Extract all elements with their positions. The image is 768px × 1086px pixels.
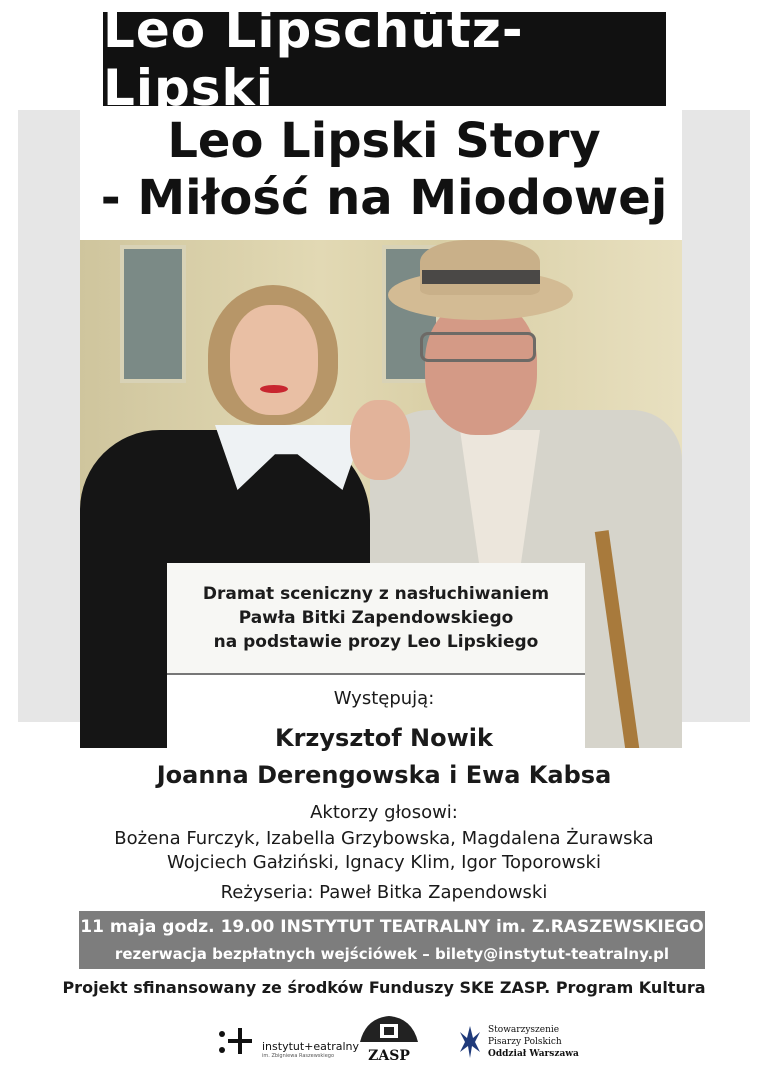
spp-star-icon (458, 1024, 482, 1060)
event-info-band (79, 911, 705, 969)
logo-zasp (356, 1012, 422, 1072)
play-title-line1: Leo Lipski Story (167, 113, 601, 169)
description-line1: Dramat sceniczny z nasłuchiwaniem (202, 584, 550, 604)
voice-actors-line2: Wojciech Gałziński, Ignacy Klim, Igor Toporowski (167, 852, 601, 873)
hat-band (422, 270, 540, 284)
lead-actor: Krzysztof Nowik (275, 724, 493, 752)
instytut-logo-subtext: im. Zbigniewa Raszewskiego (262, 1052, 334, 1059)
play-title-line2: - Miłość na Miodowej (100, 170, 668, 226)
instytut-plus-icon (216, 1022, 256, 1062)
woman-lips (260, 385, 288, 393)
description-line3: na podstawie prozy Leo Lipskiego (213, 632, 539, 652)
cast-heading: Występują: (333, 688, 435, 709)
spp-line3: Oddział Warszawa (488, 1049, 579, 1059)
reservation-info: rezerwacja bezpłatnych wejściówek – bilety@instytut-teatralny.pl (114, 945, 670, 963)
woman-hand (350, 400, 410, 480)
description-line2: Pawła Bitki Zapendowskiego (238, 608, 514, 628)
woman-face (230, 305, 318, 415)
spp-line2: Pisarzy Polskich (488, 1037, 562, 1047)
voice-actors-line1: Bożena Furczyk, Izabella Grzybowska, Magdalena Żurawska (114, 828, 654, 849)
funding-note: Projekt sfinansowany ze środków Funduszy SKE ZASP. Program Kultura (62, 978, 706, 997)
instytut-logo-text: instytut+eatralny (262, 1039, 360, 1053)
hat-crown (420, 240, 540, 295)
director-credit: Reżyseria: Paweł Bitka Zapendowski (220, 882, 548, 903)
author-name: Leo Lipschütz-Lipski (103, 1, 524, 117)
author-title-bar (103, 1, 666, 117)
window-left (120, 245, 186, 383)
man-glasses (420, 332, 536, 362)
logo-instytut-teatralny (216, 1012, 359, 1072)
logo-spp-warszawa (458, 1012, 579, 1072)
zasp-logo-text: ZASP (368, 1048, 410, 1064)
lead-actresses: Joanna Derengowska i Ewa Kabsa (156, 761, 612, 789)
description-box (167, 563, 585, 675)
voice-actors-heading: Aktorzy głosowi: (310, 802, 458, 823)
spp-line1: Stowarzyszenie (488, 1025, 560, 1035)
zasp-emblem-icon (356, 1012, 422, 1048)
event-date-venue: 11 maja godz. 19.00 INSTYTUT TEATRALNY im. Z.RASZEWSKIEGO (80, 917, 704, 937)
man-face (425, 300, 537, 435)
